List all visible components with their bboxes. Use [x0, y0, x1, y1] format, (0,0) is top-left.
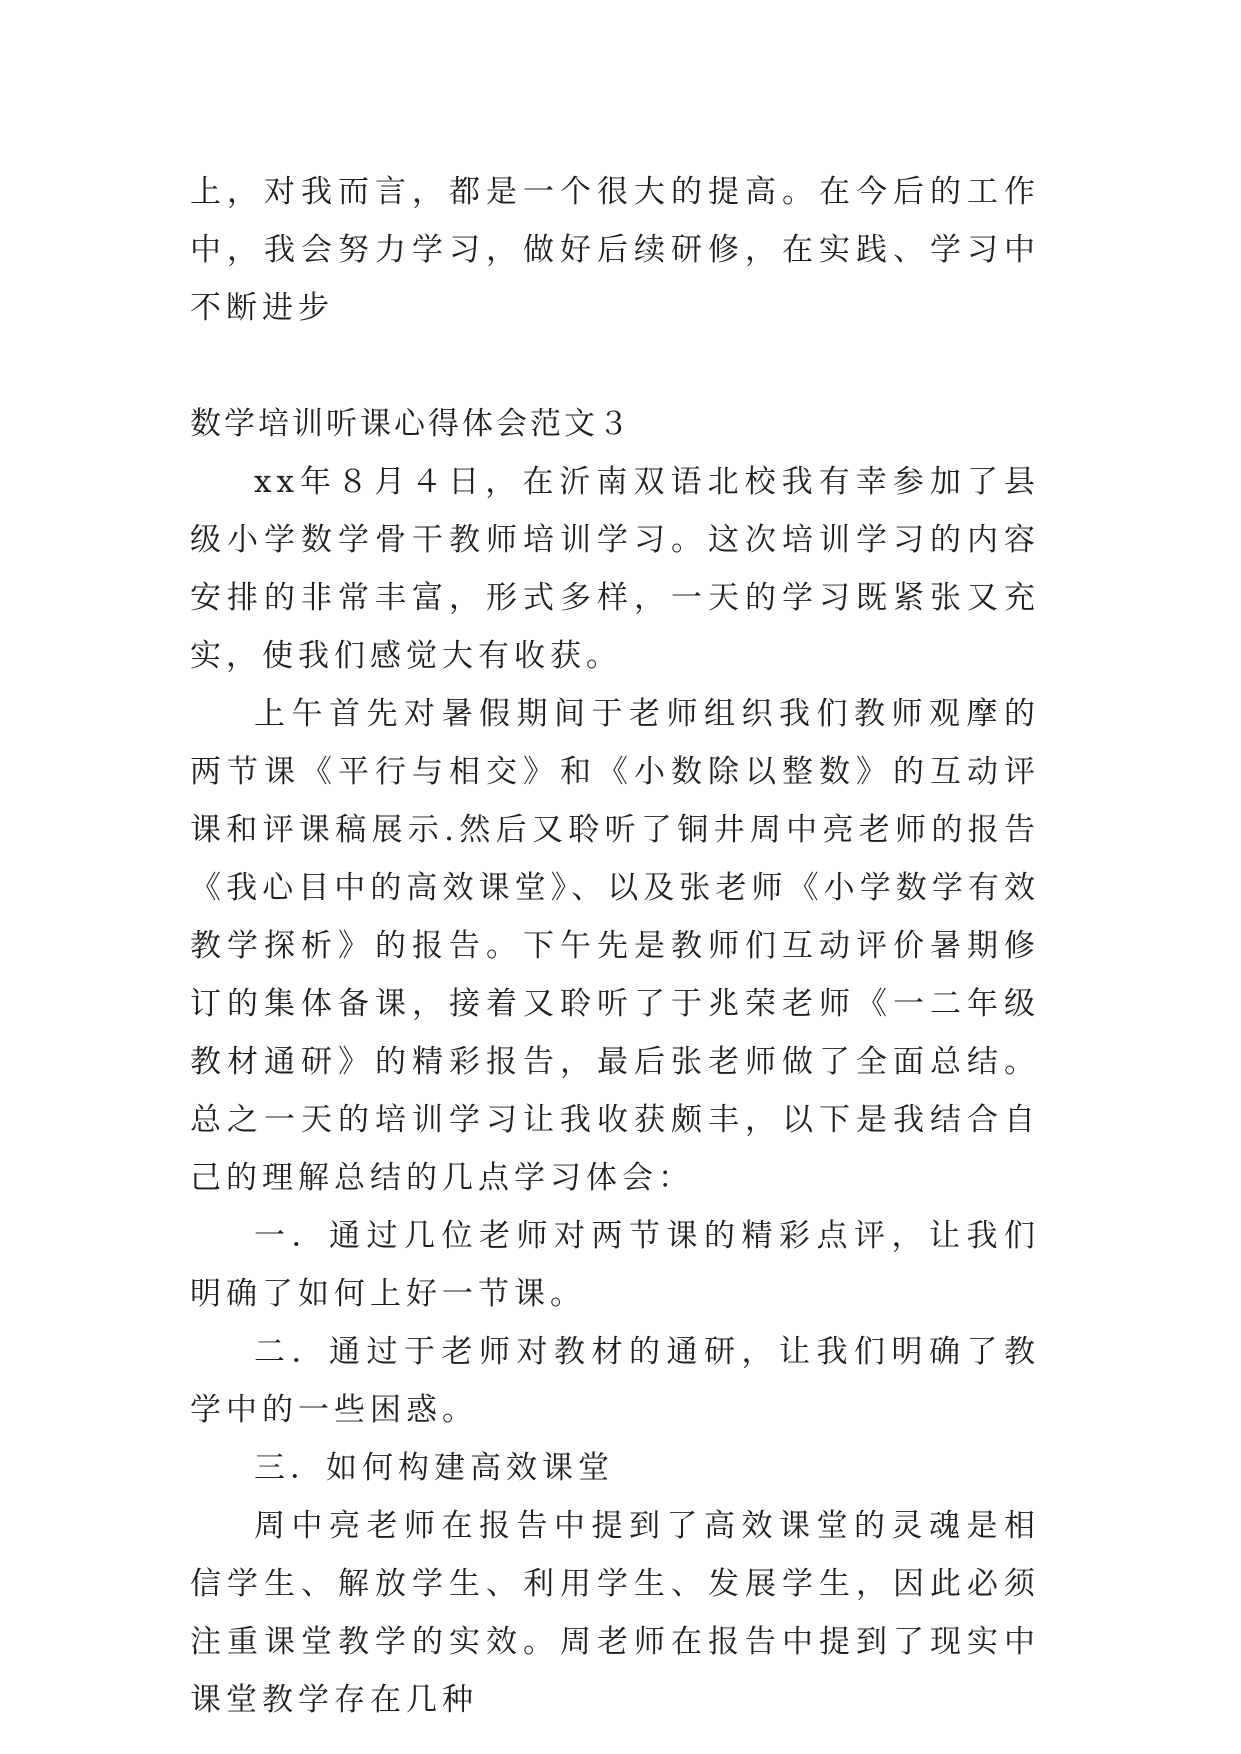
continuation-paragraph: 上，对我而言，都是一个很大的提高。在今后的工作中，我会努力学习，做好后续研修，在实践、学习中不断进步	[190, 174, 1040, 326]
paragraph-gap	[190, 337, 1040, 395]
paragraph: 一．通过几位老师对两节课的精彩点评，让我们明确了如何上好一节课。	[190, 1218, 1040, 1312]
paragraph: xx年８月４日，在沂南双语北校我有幸参加了县级小学数学骨干教师培训学习。这次培训学习的内容安排的非常丰富，形式多样，一天的学习既紧张又充实，使我们感觉大有收获。	[190, 464, 1040, 674]
paragraph: 三．如何构建高效课堂	[254, 1450, 614, 1486]
section-heading: 数学培训听课心得体会范文３	[190, 406, 632, 442]
paragraph: 上午首先对暑假期间于老师组织我们教师观摩的两节课《平行与相交》和《小数除以整数》的互动评课和评课稿展示.然后又聆听了铜井周中亮老师的报告《我心目中的高效课堂》、以及张老师《小学数学有效教学探析》的报告。下午先是教师们互动评价暑期修订的集体备课，接着又聆听了于兆荣老师《一二年级教材通研》的精彩报告，最后张老师做了全面总结。总之一天的培训学习让我收获颇丰，以下是我结合自己的理解总结的几点学习体会：	[190, 696, 1040, 1196]
paragraph: 二．通过于老师对教材的通研，让我们明确了教学中的一些困惑。	[190, 1334, 1040, 1428]
document-body	[190, 163, 1040, 1729]
paragraph: 周中亮老师在报告中提到了高效课堂的灵魂是相信学生、解放学生、利用学生、发展学生，因此必须注重课堂教学的实效。周老师在报告中提到了现实中课堂教学存在几种	[190, 1508, 1040, 1718]
